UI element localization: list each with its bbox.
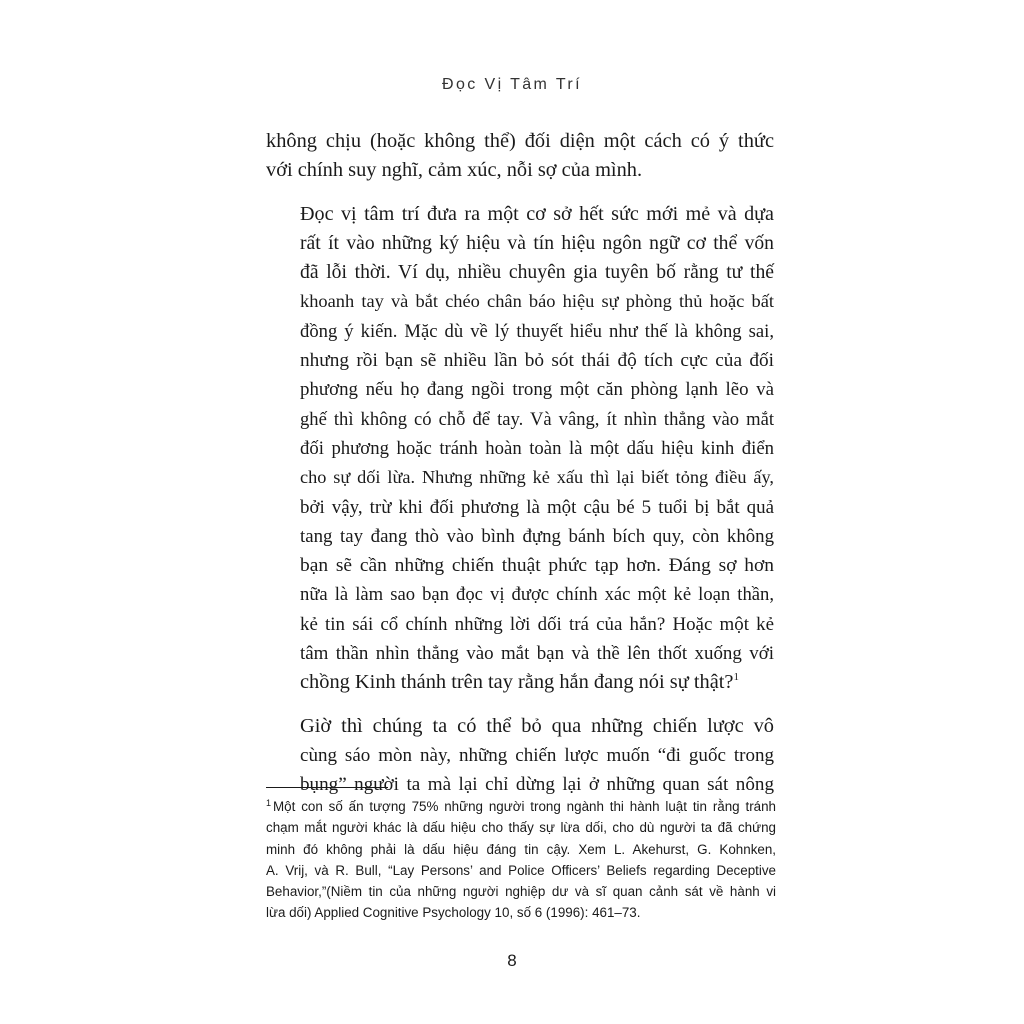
page-number: 8 xyxy=(507,951,517,970)
text-line: khoanh tay và bắt chéo chân báo hiệu sự phòng thủ hoặc bất xyxy=(300,291,774,312)
text-line: Giờ thì chúng ta có thể bỏ qua những chiến lược vô xyxy=(300,714,774,737)
text-line: đã lỗi thời. Ví dụ, nhiều chuyên gia tuyên bố rằng tư thế xyxy=(300,261,774,284)
footnote-line: Behavior,”(Niềm tin của những người nghiệp dư và sĩ quan cảnh sát về hành vi xyxy=(266,884,776,900)
footnote-marker: 1 xyxy=(266,797,272,808)
text-line: bởi vậy, trừ khi đối phương là một cậu bé 5 tuổi bị bắt quả xyxy=(300,496,774,518)
footnote-text: Một con số ấn tượng 75% những người trong ngành thi hành luật tin rằng tránh xyxy=(273,799,776,814)
text-line: phương nếu họ đang ngồi trong một căn phòng lạnh lẽo và xyxy=(300,379,774,401)
text-line: rất ít vào những ký hiệu và tín hiệu ngôn ngữ cơ thể vốn xyxy=(300,232,774,254)
text-line: không chịu (hoặc không thể) đối diện một cách có ý thức xyxy=(266,130,774,152)
body-text xyxy=(266,127,774,800)
text-line: tang tay đang thò vào bình đựng bánh bích quy, còn không xyxy=(300,525,774,547)
text-line: ghế thì không có chỗ để tay. Và vâng, ít nhìn thẳng vào mắt xyxy=(300,408,774,430)
text-line-with-footnote xyxy=(266,668,774,697)
footnote-reference[interactable]: 1 xyxy=(733,671,739,684)
text-line: đồng ý kiến. Mặc dù về lý thuyết hiểu như thế là không sai, xyxy=(300,320,774,342)
text-line: bạn sẽ cần những chiến thuật phức tạp hơn. Đáng sợ hơn xyxy=(300,555,774,577)
text-line: kẻ tin sái cổ chính những lời dối trá của hắn? Hoặc một kẻ xyxy=(300,613,774,635)
footnote xyxy=(266,796,776,924)
paragraph-1 xyxy=(266,127,774,186)
footnote-divider xyxy=(266,787,388,788)
footnote-line: chạm mắt người khác là dấu hiệu cho thấy sự lừa dối, cho dù người ta đã chứng xyxy=(266,820,776,836)
text-line: Đọc vị tâm trí đưa ra một cơ sở hết sức mới mẻ và dựa xyxy=(300,202,774,225)
text-line: nhưng rồi bạn sẽ nhiều lần bỏ sót thái độ tích cực của đối xyxy=(300,350,774,372)
paragraph-2 xyxy=(266,200,774,698)
footnote-line: lừa dối) Applied Cognitive Psychology 10, số 6 (1996): 461–73. xyxy=(266,905,641,921)
text-line: cho sự dối lừa. Nhưng những kẻ xấu thì lại biết tỏng điều ấy, xyxy=(300,467,774,488)
text-line: nữa là làm sao bạn đọc vị được chính xác một kẻ loạn thần, xyxy=(300,584,774,606)
running-header-title: Đọc Vị Tâm Trí xyxy=(442,76,582,93)
text-line: tâm thần nhìn thẳng vào mắt bạn và thề lên thốt xuống với xyxy=(300,643,774,665)
footnote-line: minh đó không phải là dấu hiệu đáng tin cậy. Xem L. Akehurst, G. Kohnken, xyxy=(266,841,776,857)
text-line: với chính suy nghĩ, cảm xúc, nỗi sợ của mình. xyxy=(266,159,643,182)
footnote-line xyxy=(266,796,776,817)
text-line: bụng” người ta mà lại chỉ dừng lại ở những quan sát nông xyxy=(300,774,774,796)
text-line: cùng sáo mòn này, những chiến lược muốn “đi guốc trong xyxy=(300,744,774,766)
text-line: chồng Kinh thánh trên tay rằng hắn đang nói sự thật? xyxy=(300,671,734,694)
footnote-line: A. Vrij, và R. Bull, “Lay Persons’ and Police Officers’ Beliefs regarding Deceptive xyxy=(266,862,776,878)
text-line: đối phương hoặc tránh hoàn toàn là một dấu hiệu kinh điển xyxy=(300,437,774,459)
